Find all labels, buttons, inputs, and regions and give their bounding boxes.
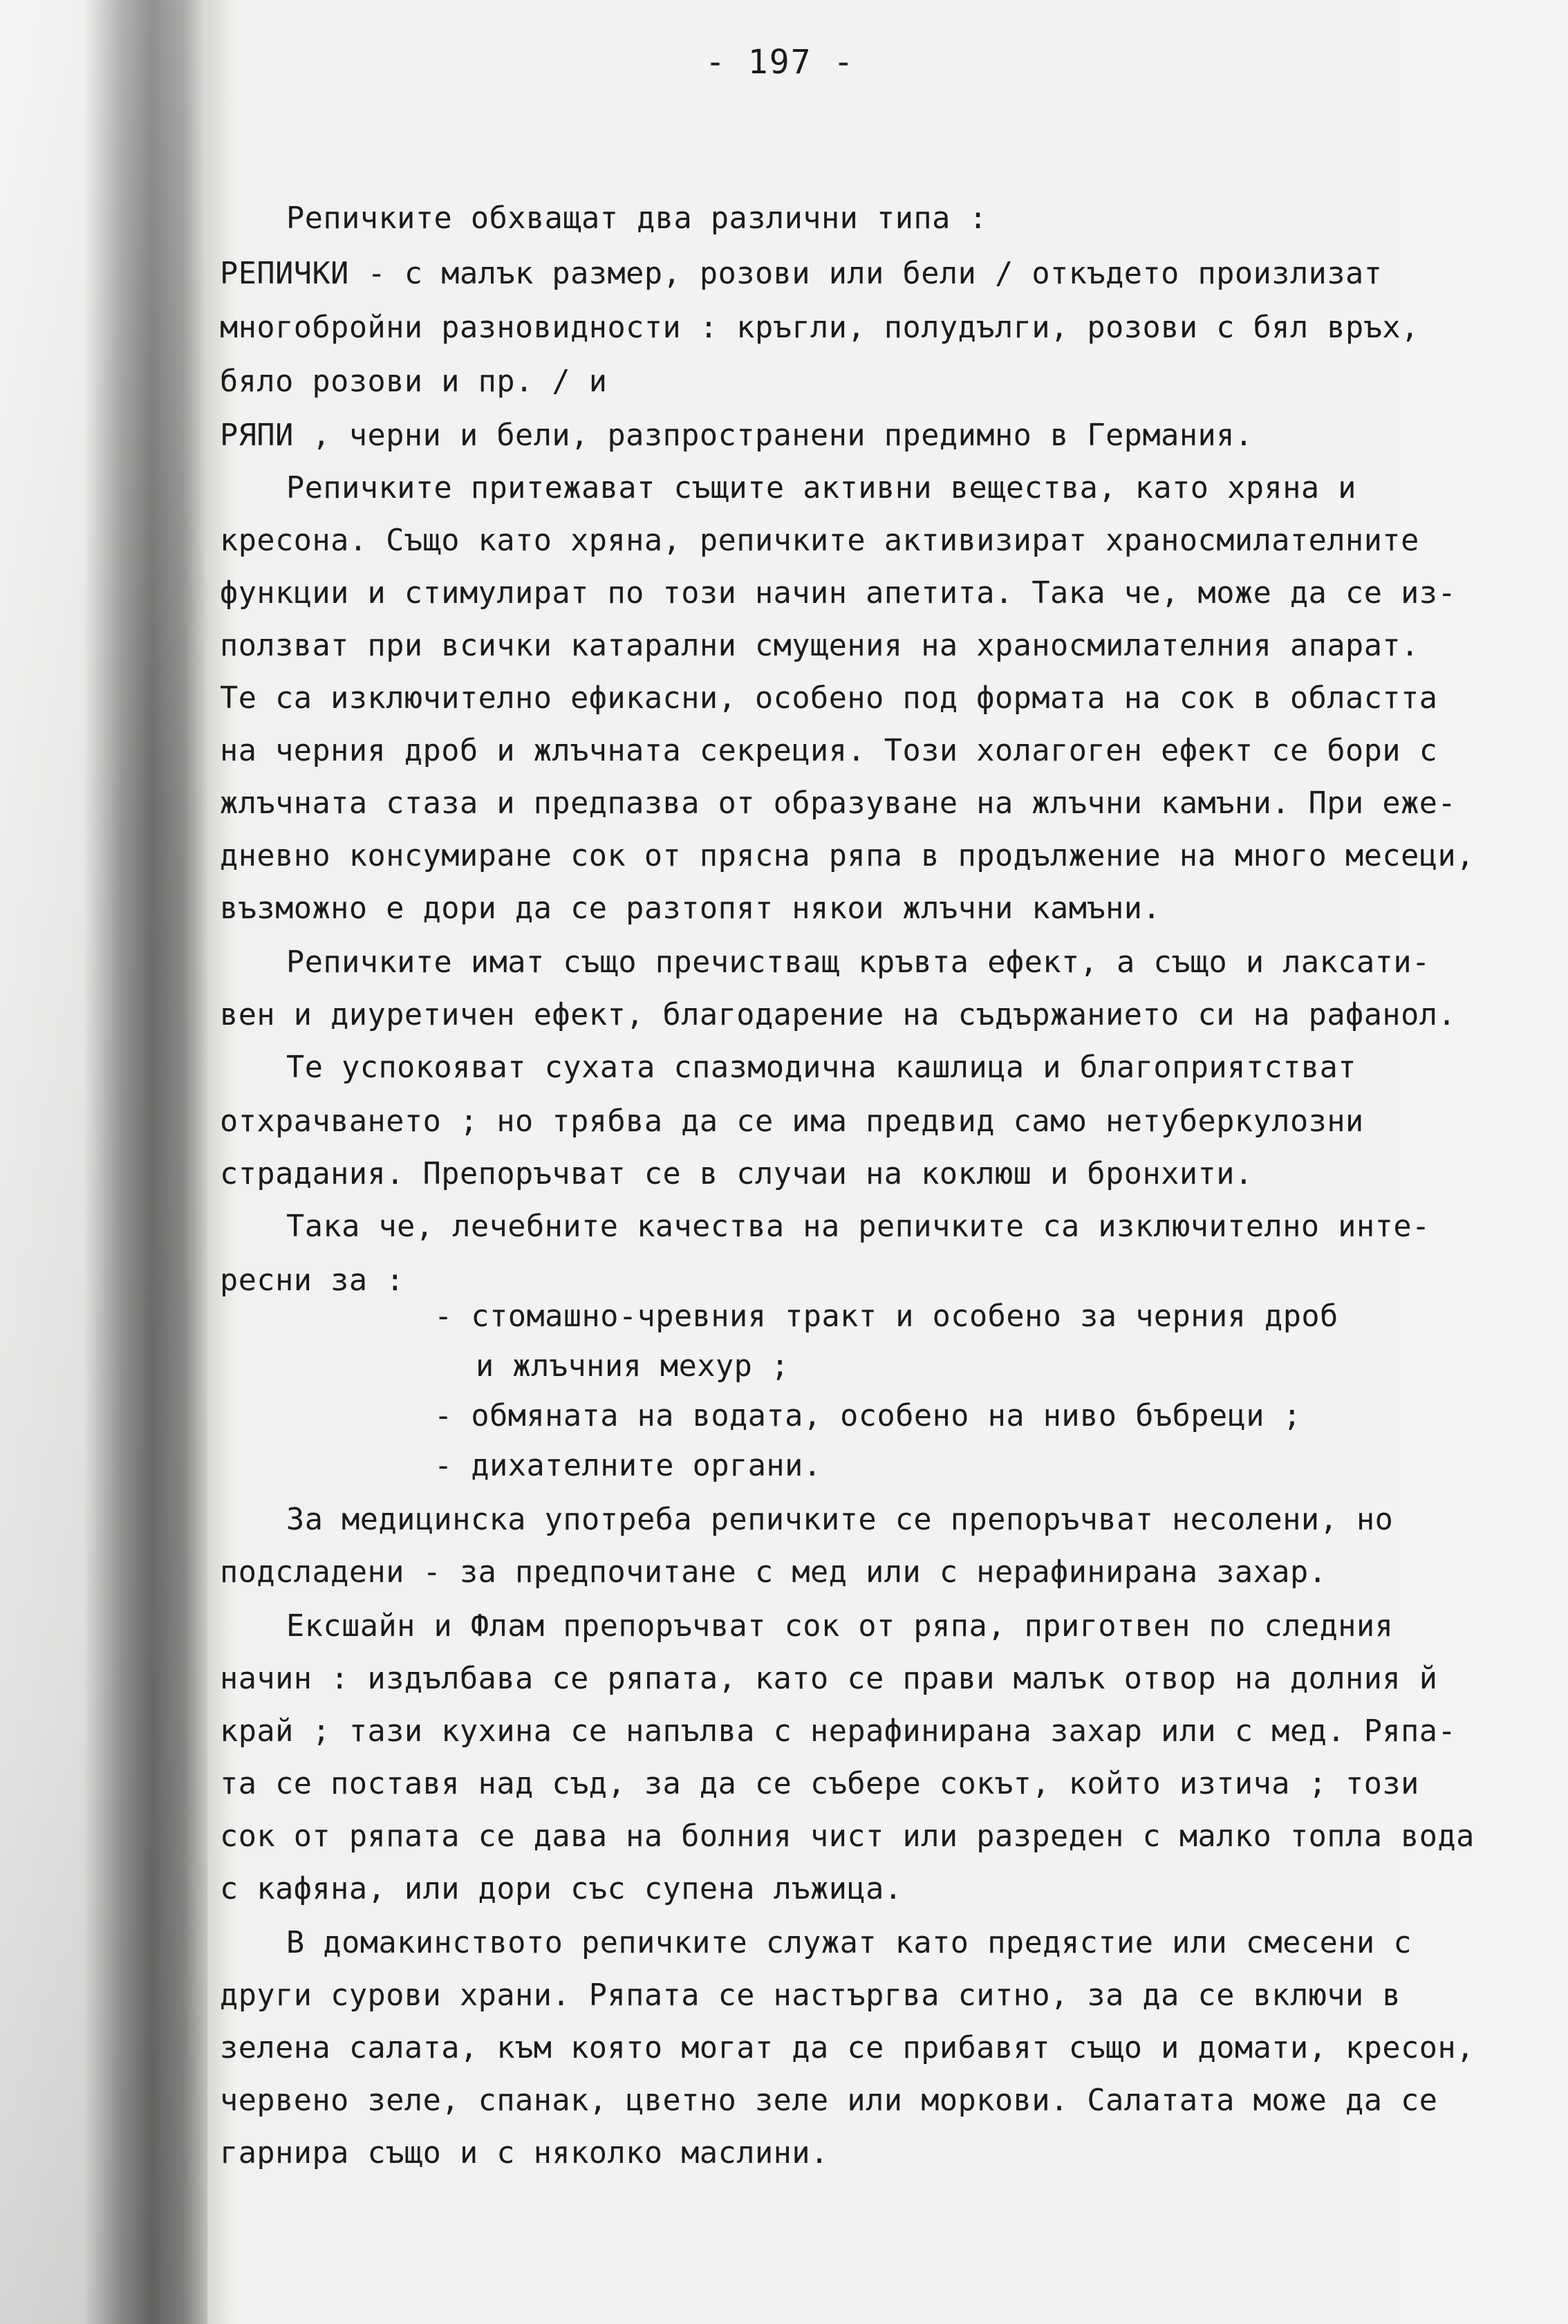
text-line: възможно е дори да се разтопят някои жлъчни камъни.: [220, 891, 1161, 926]
text-line: с кафяна, или дори със супена лъжица.: [220, 1872, 903, 1906]
text-line: дневно консумиране сок от прясна ряпа в продължение на много месеци,: [220, 839, 1475, 873]
text-line: За медицинска употреба репичките се препоръчват несолени, но: [286, 1503, 1394, 1537]
text-line: зелена салата, към която могат да се прибавят също и домати, кресон,: [220, 2031, 1475, 2065]
text-line: гарнира също и с няколко маслини.: [220, 2136, 829, 2170]
list-item: и жлъчния мехур ;: [476, 1349, 790, 1384]
text-line: Те успокояват сухата спазмодична кашлица и благоприятстват: [286, 1050, 1356, 1085]
text-line: кресона. Също като хряна, репичките активизират храносмилателните: [220, 523, 1419, 558]
text-line: Така че, лечебните качества на репичките са изключително инте-: [286, 1209, 1430, 1244]
text-line: В домакинството репичките служат като предястие или смесени с: [286, 1926, 1412, 1960]
text-line: та се поставя над съд, за да се събере сокът, който изтича ; този: [220, 1767, 1419, 1801]
list-item: - дихателните органи.: [434, 1449, 822, 1483]
text-line: функции и стимулират по този начин апетита. Така че, може да се из-: [220, 576, 1457, 611]
text-line: жлъчната стаза и предпазва от образуване на жлъчни камъни. При еже-: [220, 786, 1457, 821]
text-line: подсладени - за предпочитане с мед или с нерафинирана захар.: [220, 1555, 1327, 1590]
text-line: вен и диуретичен ефект, благодарение на съдържанието си на рафанол.: [220, 998, 1457, 1032]
text-line: сок от ряпата се дава на болния чист или разреден с малко топла вода: [220, 1819, 1475, 1854]
text-line: Ексшайн и Флам препоръчват сок от ряпа, приготвен по следния: [286, 1609, 1394, 1644]
text-line: червено зеле, спанак, цветно зеле или моркови. Салатата може да се: [220, 2083, 1438, 2118]
text-line: Репичките обхващат два различни типа :: [286, 201, 988, 236]
text-line: край ; тази кухина се напълва с нерафинирана захар или с мед. Ряпа-: [220, 1714, 1457, 1749]
text-line: РЯПИ , черни и бели, разпространени предимно в Германия.: [220, 418, 1253, 453]
text-line: ползват при всички катарални смущения на храносмилателния апарат.: [220, 629, 1419, 663]
text-line: РЕПИЧКИ - с малък размер, розови или бели / откъдето произлизат: [220, 257, 1383, 291]
list-item: - обмяната на водата, особено на ниво бъбреци ;: [434, 1399, 1302, 1433]
list-item: - стомашно-чревния тракт и особено за черния дроб: [434, 1299, 1338, 1334]
text-line: други сурови храни. Ряпата се настъргва ситно, за да се включи в: [220, 1978, 1401, 2013]
text-line: начин : издълбава се ряпата, като се прави малък отвор на долния й: [220, 1662, 1438, 1696]
text-line: Те са изключително ефикасни, особено под формата на сок в областта: [220, 681, 1438, 716]
text-line: отхрачването ; но трябва да се има предвид само нетуберкулозни: [220, 1104, 1364, 1139]
text-line: страдания. Препоръчват се в случаи на коклюш и бронхити.: [220, 1157, 1253, 1191]
text-line: многобройни разновидности : кръгли, полудълги, розови с бял връх,: [220, 310, 1419, 345]
page-binding-shadow: [0, 0, 207, 2324]
text-line: Репичките притежават същите активни вещества, като хряна и: [286, 471, 1356, 505]
page-number: - 197 -: [705, 43, 855, 82]
text-line: бяло розови и пр. / и: [220, 364, 608, 399]
text-line: ресни за :: [220, 1263, 404, 1298]
text-line: на черния дроб и жлъчната секреция. Този холагоген ефект се бори с: [220, 734, 1438, 768]
text-line: Репичките имат също пречистващ кръвта ефект, а също и лаксати-: [286, 945, 1430, 980]
